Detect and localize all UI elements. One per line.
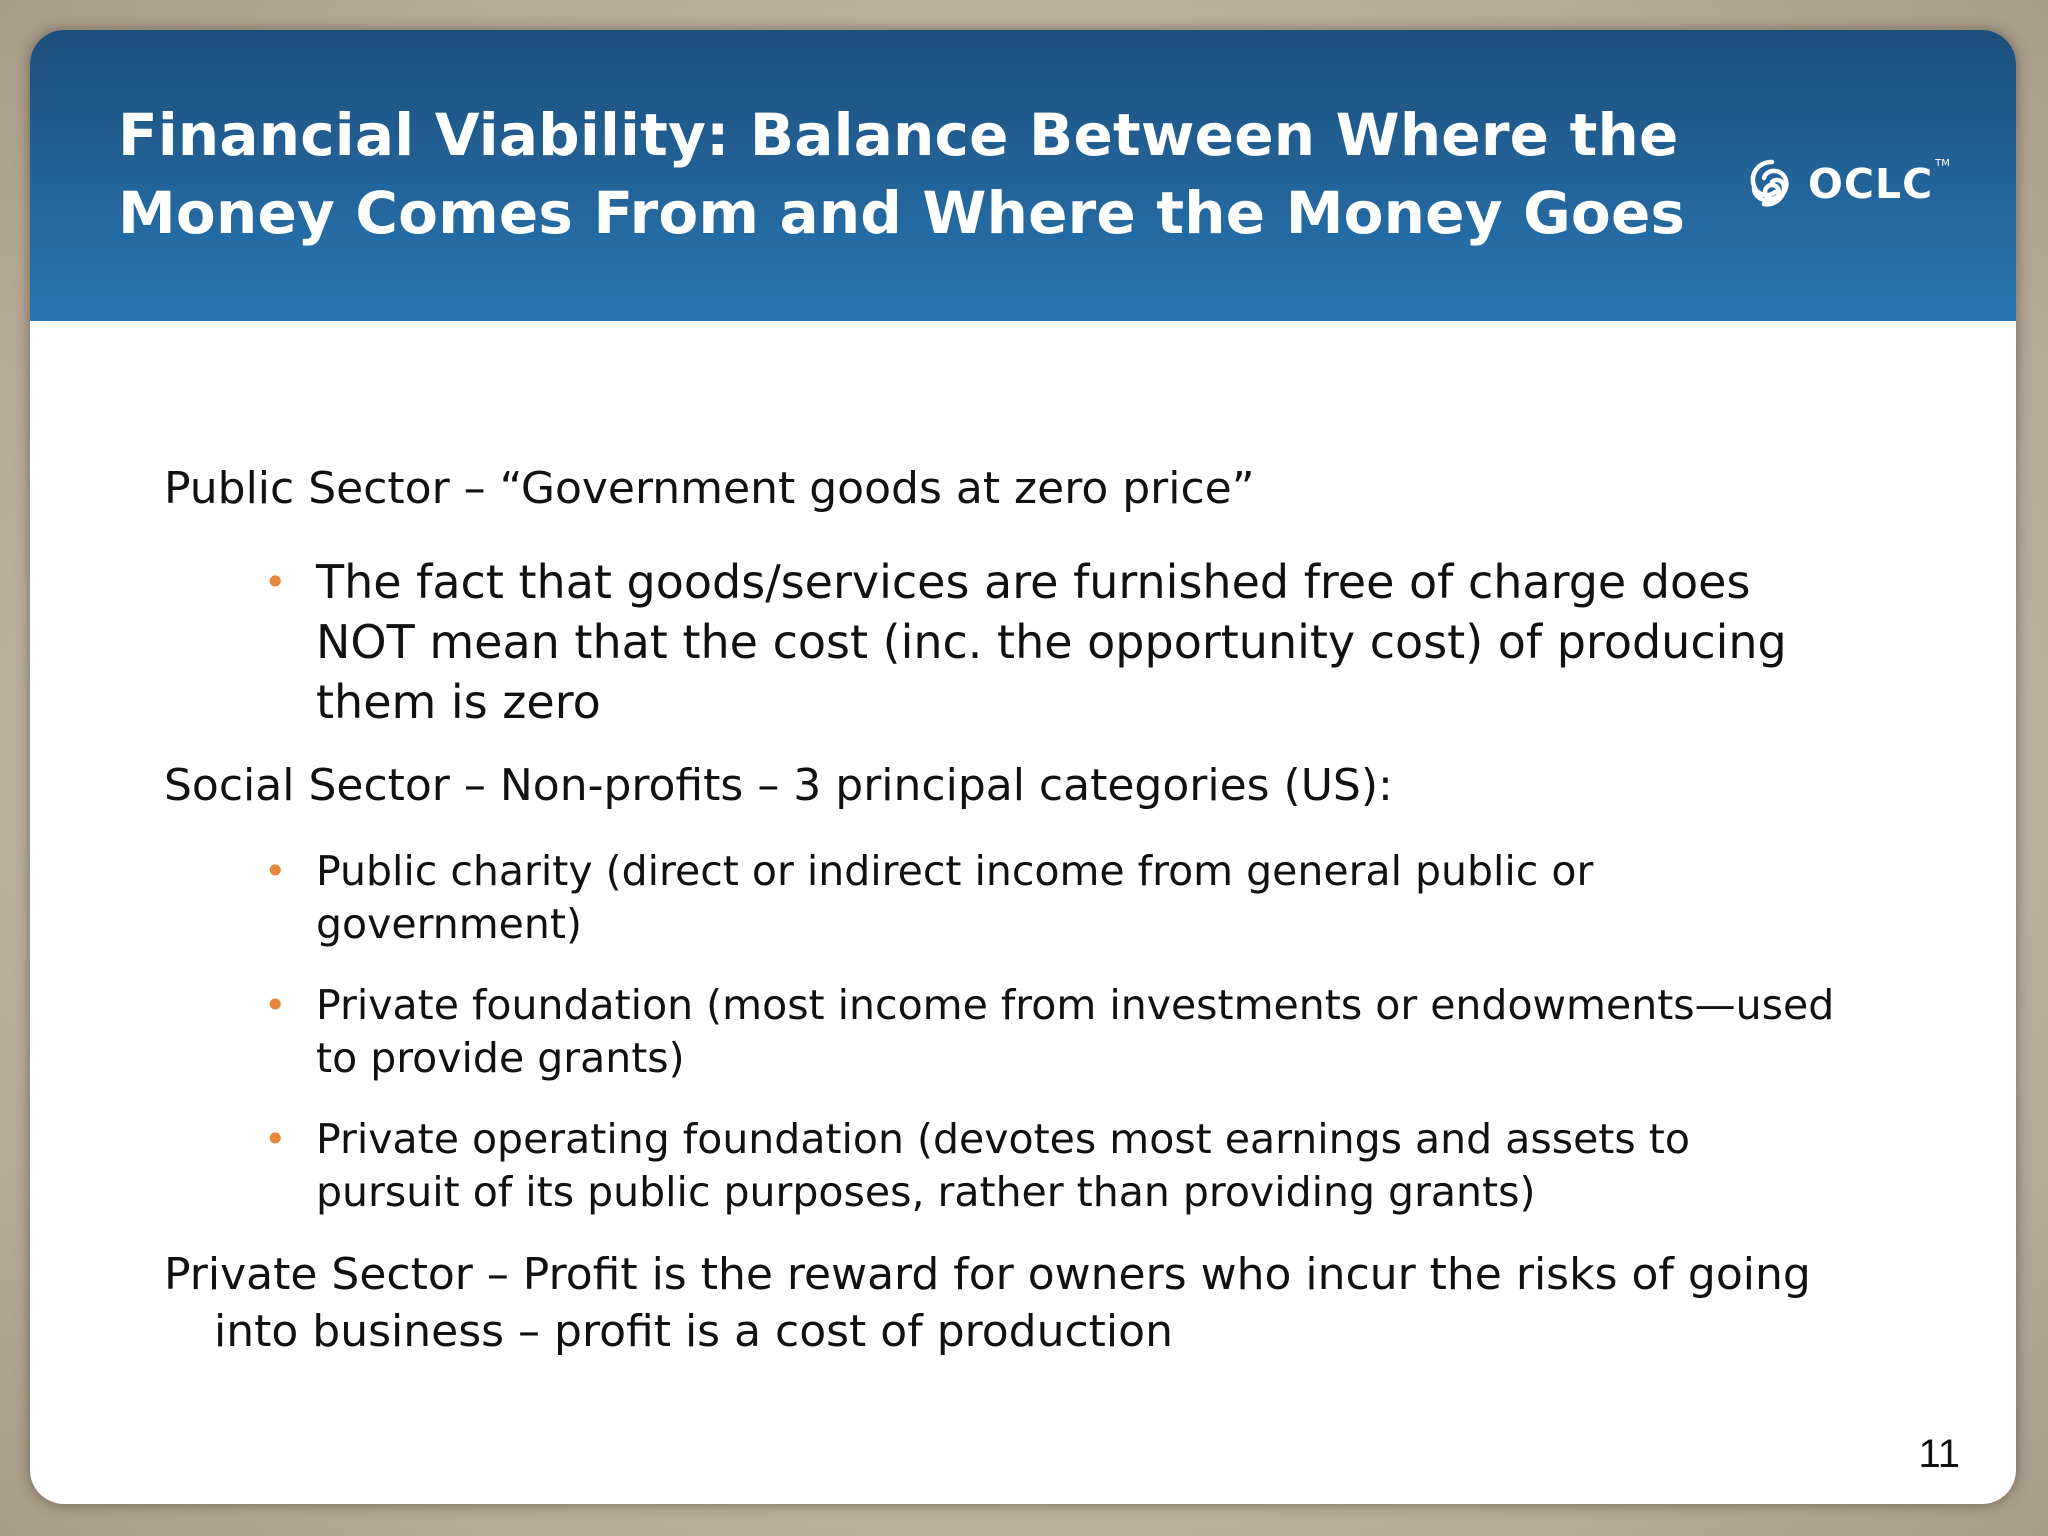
private-sector-line: into business – profit is a cost of production (214, 1306, 1173, 1357)
bullet-text (316, 845, 1593, 951)
list-item (264, 1113, 1690, 1219)
list-item (264, 552, 1787, 732)
bullet-line: to provide grants) (316, 1034, 685, 1082)
bullet-icon: • (264, 983, 287, 1027)
bullet-line: them is zero (316, 675, 601, 729)
list-item (264, 845, 1593, 951)
bullet-icon: • (264, 1117, 287, 1161)
private-sector-line: Private Sector – Profit is the reward for owners who incur the risks of going (164, 1249, 1811, 1300)
public-sector-heading: Public Sector – “Government goods at zero price” (164, 463, 1255, 514)
slide-title-line: Money Comes From and Where the Money Goes (118, 179, 1686, 247)
bullet-line: The fact that goods/services are furnished free of charge does (316, 555, 1751, 609)
slide-title-line: Financial Viability: Balance Between Where the (118, 101, 1679, 169)
private-sector-text (164, 1246, 1811, 1360)
bullet-line: NOT mean that the cost (inc. the opportunity cost) of producing (316, 615, 1787, 669)
slide (30, 30, 2016, 1504)
bullet-icon: • (264, 560, 287, 604)
bullet-line: pursuit of its public purposes, rather than providing grants) (316, 1168, 1536, 1216)
bullet-line: government) (316, 900, 582, 948)
bullet-text (316, 979, 1834, 1085)
list-item (264, 979, 1834, 1085)
bullet-text (316, 552, 1787, 732)
bullet-line: Private foundation (most income from investments or endowments—used (316, 981, 1835, 1029)
trademark-mark: TM (1935, 158, 1950, 169)
bullet-line: Private operating foundation (devotes most earnings and assets to (316, 1115, 1690, 1163)
bullet-line: Public charity (direct or indirect income from general public or (316, 847, 1594, 895)
slide-body (30, 30, 2016, 1504)
bullet-text (316, 1113, 1690, 1219)
page-number: 11 (1918, 1432, 1960, 1476)
oclc-logo-text: OCLC (1808, 160, 1934, 208)
bullet-icon: • (264, 849, 287, 893)
social-sector-heading: Social Sector – Non-profits – 3 principal categories (US): (164, 760, 1393, 811)
